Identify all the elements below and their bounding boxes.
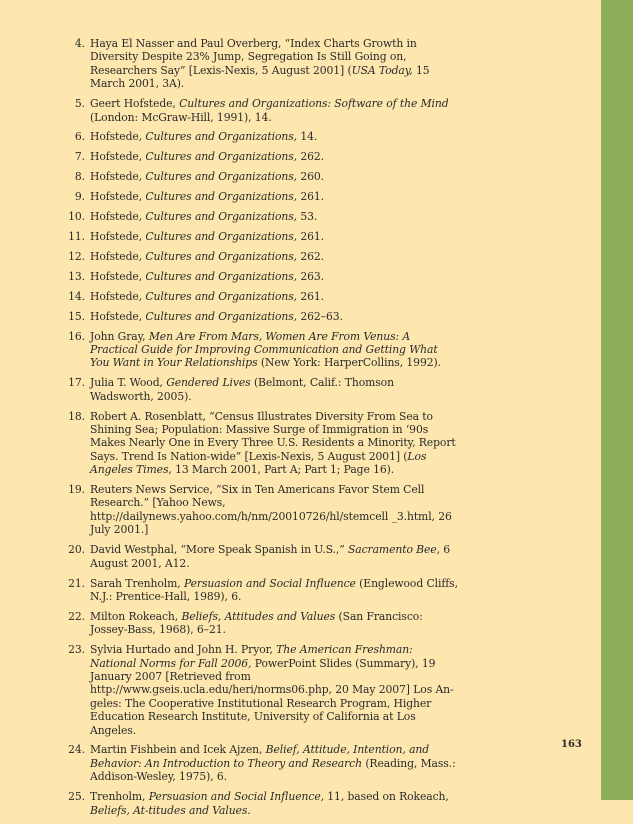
endnote-text — [90, 37, 460, 91]
citation-text: Martin Fishbein and Icek Ajzen, — [90, 743, 266, 757]
endnote-item — [66, 310, 460, 323]
citation-text: Haya El Nasser and Paul Overberg, “Index Charts Growth in Diversity Despite 23% Jump, Segregation Is Still Going on, Researchers Say” [Lexis-Nexis, 5 August 2001] ( — [90, 37, 417, 77]
endnote-text — [90, 790, 460, 817]
italic-title: Gendered Lives — [166, 376, 251, 390]
endnotes-list — [66, 37, 460, 824]
endnote-item — [66, 270, 460, 283]
endnote-number: 15. — [68, 309, 85, 323]
italic-title: Cultures and Organizations, — [145, 210, 297, 224]
endnote-item — [66, 230, 460, 243]
endnote-item — [66, 97, 460, 124]
italic-title: Beliefs, Attitudes and Values — [181, 609, 336, 623]
endnote-item — [66, 330, 460, 370]
citation-text: Hofstede, — [90, 309, 146, 323]
endnote-number: 20. — [68, 543, 85, 557]
endnote-text — [90, 170, 460, 183]
endnote-text — [90, 543, 460, 570]
citation-text: Hofstede, — [90, 249, 146, 263]
endnote-item — [66, 190, 460, 203]
citation-text: 263. — [297, 269, 324, 283]
endnote-item — [66, 130, 460, 143]
citation-text: Hofstede, — [90, 289, 146, 303]
citation-text: Sarah Trenholm, — [90, 576, 184, 590]
citation-text: (Belmont, Calif.: Thomson Wadsworth, 2005). — [90, 376, 394, 403]
italic-title: Cultures and Organizations, — [145, 130, 297, 144]
italic-title: Cultures and Organizations, — [145, 150, 297, 164]
citation-text: PowerPoint Slides (Summary), 19 January 2007 [Retrieved from http://www.gseis.ucla.edu/heri/norms06.php, 20 May 2007] Los An-geles: The Cooperative Institutional Research Program, Higher Education Research Institute, University of California at Los Angeles. — [90, 656, 454, 737]
citation-text: (Reading, Mass.: Addison-Wesley, 1975), 6. — [90, 756, 456, 784]
endnote-text — [90, 310, 460, 323]
endnote-number: 23. — [68, 643, 85, 657]
endnote-text — [90, 190, 460, 203]
endnote-item — [66, 410, 460, 477]
citation-text: Hofstede, — [90, 210, 146, 224]
endnote-number: 11. — [68, 229, 85, 243]
citation-text: Hofstede, — [90, 269, 146, 283]
citation-text: 14. — [297, 130, 318, 144]
endnote-text — [90, 483, 460, 537]
endnote-text — [90, 130, 460, 143]
endnote-number: 18. — [68, 409, 85, 423]
endnote-item — [66, 37, 460, 91]
endnote-item — [66, 290, 460, 303]
italic-title: Los Angeles Times, — [90, 449, 427, 477]
endnote-item — [66, 483, 460, 537]
endnote-item — [66, 577, 460, 604]
endnote-item — [66, 376, 460, 403]
endnote-item — [66, 250, 460, 263]
green-side-bar — [601, 0, 633, 800]
citation-text: Hofstede, — [90, 130, 146, 144]
citation-text: 262. — [297, 150, 324, 164]
citation-text: (London: McGraw-Hill, 1991), 14. — [90, 110, 272, 124]
italic-title: Sacramento Bee, — [347, 543, 440, 557]
italic-title: The American Freshman: National Norms for Fall 2006, — [90, 643, 413, 670]
endnote-number: 9. — [74, 190, 85, 204]
citation-text: 15 March 2001, 3A). — [90, 63, 430, 91]
citation-text: Reuters News Service, “Six in Ten Americans Favor Stem Cell Research.” [Yahoo News, http://dailynews.yahoo.com/h/nm/20010726/hl/stemcell _3.html, 26 July 2001.] — [90, 483, 452, 537]
endnote-number: 12. — [68, 249, 85, 263]
italic-title: Cultures and Organizations, — [145, 289, 297, 303]
citation-text: 6 August 2001, A12. — [90, 543, 451, 570]
endnote-text — [90, 643, 460, 737]
citation-text: David Westphal, “More Speak Spanish in U.S.,” — [90, 543, 348, 557]
endnote-number: 5. — [74, 97, 85, 111]
italic-title: Cultures and Organizations, — [145, 269, 297, 283]
endnote-number: 16. — [68, 329, 85, 343]
endnote-number: 4. — [74, 37, 85, 50]
endnote-text — [90, 577, 460, 604]
citation-text: Hofstede, — [90, 150, 146, 164]
endnote-text — [90, 230, 460, 243]
citation-text: Trenholm, — [90, 790, 149, 804]
endnote-number: 10. — [68, 210, 85, 224]
endnote-number: 21. — [68, 576, 85, 590]
citation-text: 13 March 2001, Part A; Part 1; Page 16). — [171, 463, 395, 477]
endnote-number: 7. — [74, 150, 85, 164]
endnote-number: 14. — [68, 289, 85, 303]
endnote-number: 6. — [74, 130, 85, 144]
italic-title: Cultures and Organizations: Software of the Mind — [179, 97, 449, 111]
italic-title: Cultures and Organizations, — [145, 249, 297, 263]
endnote-text — [90, 270, 460, 283]
endnote-number: 25. — [68, 790, 85, 804]
italic-title: Persuasion and Social Influence — [183, 576, 356, 590]
endnote-number: 17. — [68, 376, 85, 390]
citation-text: 262–63. — [297, 309, 343, 323]
endnote-text — [90, 250, 460, 263]
endnote-text — [90, 376, 460, 403]
citation-text: Hofstede, — [90, 170, 146, 184]
endnote-text — [90, 743, 460, 783]
endnote-text — [90, 330, 460, 370]
citation-text: 53. — [297, 210, 318, 224]
endnote-item — [66, 170, 460, 183]
endnote-item — [66, 743, 460, 783]
citation-text: Milton Rokeach, — [90, 609, 182, 623]
citation-text: 261. — [297, 229, 324, 243]
endnote-text — [90, 290, 460, 303]
citation-text: (New York: HarperCollins, 1992). — [257, 356, 441, 370]
italic-title: Cultures and Organizations, — [145, 170, 297, 184]
italic-title: Men Are From Mars, Women Are From Venus: A Practical Guide for Improving Communication and Getting What You Want in Your Relationships — [90, 329, 438, 370]
endnote-item — [66, 150, 460, 163]
citation-text: 11, based on Rokeach, — [323, 790, 449, 804]
citation-text: Julia T. Wood, — [90, 376, 167, 390]
endnote-item — [66, 543, 460, 570]
page-number: 163 — [561, 739, 582, 750]
italic-title: Cultures and Organizations, — [145, 190, 297, 204]
citation-text: 261. — [297, 190, 324, 204]
endnote-item — [66, 210, 460, 223]
endnote-number: 24. — [68, 743, 85, 757]
endnote-number: 22. — [68, 609, 85, 623]
endnote-item — [66, 790, 460, 817]
citation-text: (San Francisco: Jossey-Bass, 1968), 6–21. — [90, 609, 423, 637]
citation-text: Sylvia Hurtado and John H. Pryor, — [90, 643, 277, 657]
endnote-item — [66, 610, 460, 637]
italic-title: Belief, Attitude, Intention, and Behavior: An Introduction to Theory and Research — [90, 743, 430, 770]
endnote-text — [90, 410, 460, 477]
citation-text: 261. — [297, 289, 324, 303]
italic-title: Beliefs, At-titudes and Values. — [90, 803, 251, 817]
citation-text: 260. — [297, 170, 324, 184]
endnote-item — [66, 643, 460, 737]
endnote-number: 19. — [68, 483, 85, 497]
citation-text: (Englewood Cliffs, N.J.: Prentice-Hall, 1989), 6. — [90, 576, 458, 603]
citation-text: 262. — [297, 249, 324, 263]
endnote-text — [90, 150, 460, 163]
italic-title: Persuasion and Social Influence, — [148, 790, 324, 804]
italic-title: Cultures and Organizations, — [145, 229, 297, 243]
endnote-number: 8. — [74, 170, 85, 184]
endnote-text — [90, 97, 460, 124]
endnote-text — [90, 210, 460, 223]
endnote-text — [90, 610, 460, 637]
italic-title: Cultures and Organizations, — [145, 309, 297, 323]
endnote-number: 13. — [68, 269, 85, 283]
italic-title: USA Today, — [351, 63, 413, 77]
citation-text: John Gray, — [90, 329, 149, 343]
citation-text: Hofstede, — [90, 190, 146, 204]
citation-text: Geert Hofstede, — [90, 97, 180, 111]
citation-text: Robert A. Rosenblatt, “Census Illustrates Diversity From Sea to Shining Sea; Population: Massive Surge of Immigration in ‘90s Makes Nearly One in Every Three U.S. Residents a Minority, Report Says. Trend Is Nation-wide” [Lexis-Nexis, 5 August 2001] ( — [90, 409, 456, 463]
citation-text: Hofstede, — [90, 229, 146, 243]
